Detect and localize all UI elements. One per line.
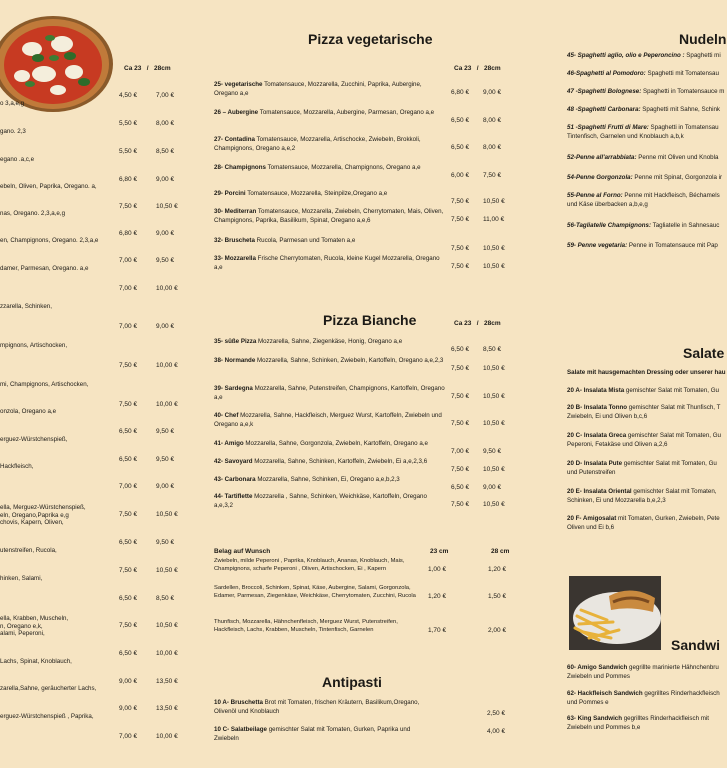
veg-item-desc: Tomatensauce, Mozzarella, Champignons, Oregano a,e [265, 164, 421, 171]
belag-group-price-small: 1,70 € [428, 627, 447, 634]
left-row-price-small: 7,50 € [119, 401, 138, 408]
salate-item [567, 460, 727, 477]
nudeln-item-name: 45- Spaghetti aglio, olio e Peperoncino : [567, 52, 685, 59]
left-row-price-small: 6,80 € [119, 176, 138, 183]
nudeln-item [567, 192, 727, 209]
bianche-item-name: 44- Tartiflette [214, 493, 253, 500]
antipasti-item-price: 2,50 € [487, 710, 506, 717]
left-row-price-large: 9,00 € [156, 483, 175, 490]
pizza-photo [0, 14, 114, 114]
salate-item-name: 20 C- Insalata Greca [567, 432, 627, 439]
left-row-text: ella, Merguez-Würstchenspieß, [0, 504, 86, 511]
left-row-price-large: 9,50 € [156, 428, 175, 435]
bianche-item [214, 493, 446, 510]
left-row-price-small: 6,50 € [119, 595, 138, 602]
veg-item [214, 190, 446, 199]
nudeln-item [567, 106, 727, 115]
veg-item-price-large: 11,00 € [483, 216, 505, 223]
veg-item-price-small: 6,50 € [451, 144, 470, 151]
bianche-item-name: 42- Savoyard [214, 458, 253, 465]
nudeln-item-desc: Penne in Tomatensauce mit Pap [627, 242, 718, 249]
veg-item-price-small: 6,50 € [451, 117, 470, 124]
left-row-price-small: 5,50 € [119, 148, 138, 155]
salate-item-name: 20 A- Insalata Mista [567, 387, 625, 394]
salate-title: Salate [683, 345, 725, 361]
left-row-price-small: 7,00 € [119, 323, 138, 330]
left-row-price-small: 7,50 € [119, 622, 138, 629]
nudeln-item-desc: Spaghetti in Tomatensau [648, 124, 719, 131]
bianche-title: Pizza Bianche [323, 312, 417, 328]
nudeln-item-desc-2: Tintenfisch, Garnelen und Knoblauch a,b,k [567, 132, 684, 140]
left-row-price-small: 9,00 € [119, 705, 138, 712]
nudeln-item-desc: Penne mit Hackfleisch, Béchamels [622, 192, 720, 199]
nudeln-item-name: 47 -Spaghetti Bolognese: [567, 88, 642, 95]
left-row-text: Lachs, Spinat, Knoblauch, [0, 658, 72, 665]
bianche-item [214, 458, 446, 467]
nudeln-item-name: 48 -Spaghetti Carbonara: [567, 106, 641, 113]
bianche-item-price-small: 7,50 € [451, 420, 470, 427]
left-row-text: zarella,Sahne, geräucherter Lachs, [0, 685, 97, 692]
salate-item [567, 387, 727, 396]
veg-item-name: 30- Mediterran [214, 208, 257, 215]
left-row-price-small: 7,50 € [119, 203, 138, 210]
veg-item [214, 208, 446, 225]
left-row-text: damer, Parmesan, Oregano. a,e [0, 265, 89, 272]
bianche-item-desc: Mozzarella, Sahne, Hackfleisch, Merguez Wurst, Kartoffeln, Zwiebeln und Oregano a,e,k [214, 412, 442, 428]
nudeln-item-desc-2: und Käse überbacken a,b,e,g [567, 200, 648, 208]
left-row-price-small: 7,00 € [119, 733, 138, 740]
left-row-text: egano .a,c,e [0, 156, 35, 163]
left-row-price-small: 5,50 € [119, 120, 138, 127]
left-row-price-small: 7,00 € [119, 285, 138, 292]
bianche-item-price-small: 6,50 € [451, 484, 470, 491]
veg-item-desc: Rucola, Parmesan und Tomaten a,e [254, 237, 356, 244]
left-row-price-small: 7,00 € [119, 483, 138, 490]
salate-item [567, 404, 727, 421]
left-row-text: erguez-Würstchenspieß, [0, 436, 68, 443]
salate-item-desc-2: Oliven und Ei b,6 [567, 523, 615, 531]
belag-size-small: 23 cm [430, 548, 449, 555]
left-row-text: mpignons, Artischocken, [0, 342, 68, 349]
bianche-item-desc: Mozzarella, Sahne, Schinken, Ei, Oregano a,e,b,2,3 [255, 476, 400, 483]
nudeln-item-name: 46-Spaghetti al Pomodoro: [567, 70, 646, 77]
veg-item [214, 81, 446, 98]
sandwich-item-desc: gegrilltes Rinderhackfleisch mit [622, 715, 710, 722]
left-size-slash: / [146, 65, 149, 72]
bianche-item-price-small: 7,50 € [451, 365, 470, 372]
sandwich-item [567, 664, 727, 681]
veg-item-price-small: 7,50 € [451, 198, 470, 205]
left-row-price-large: 10,00 € [156, 650, 178, 657]
veg-size-slash: / [476, 65, 479, 72]
left-row-price-large: 10,50 € [156, 567, 178, 574]
nudeln-item-desc: Spaghetti mi [684, 52, 721, 59]
nudeln-title: Nudeln [679, 31, 727, 47]
antipasti-item-desc: Brot mit Tomaten, frischen Kräutern, Basilikum,Oregano, Olivenöl und Knoblauch [214, 699, 420, 715]
left-size-small: Ca 23 [124, 65, 142, 72]
bianche-size-header [454, 320, 501, 327]
belag-group-text: Zwiebeln, milde Peperoni , Paprika, Knoblauch, Ananas, Knoblauch, Mais, Champignons, scharfe Peperoni , Oliven, Artischocken, Ei , Kapern [214, 558, 405, 572]
bianche-item-name: 40- Chef [214, 412, 239, 419]
sandwich-title: Sandwi [671, 637, 721, 653]
antipasti-item-price: 4,00 € [487, 728, 506, 735]
veg-size-small: Ca 23 [454, 65, 472, 72]
nudeln-item-name: 51 -Spaghetti Frutti di Mare: [567, 124, 649, 131]
veg-item-desc: Tomatensauce, Mozzarella, Artischocke, Zwiebeln, Brokkoli, Champignons, Oregano a,e,2 [214, 136, 421, 152]
left-row-text: alami, Peperoni, [0, 630, 45, 637]
antipasti-title: Antipasti [322, 674, 382, 690]
veg-item-desc: Tomatensauce, Mozzarella, Steinpilze,Oregano a,e [245, 190, 388, 197]
salate-item-desc: mit Tomaten, Gurken, Zwiebeln, Pete [616, 515, 720, 522]
bianche-item-price-small: 7,50 € [451, 393, 470, 400]
veg-item-price-small: 7,50 € [451, 216, 470, 223]
veg-item-desc: Tomatensauce, Mozzarella, Aubergine, Parmesan, Oregano a,e [258, 109, 435, 116]
bianche-item [214, 357, 446, 366]
bianche-item-price-large: 10,50 € [483, 420, 505, 427]
left-row-price-large: 9,00 € [156, 230, 175, 237]
bianche-item-name: 43- Carbonara [214, 476, 256, 483]
veg-item-desc: Tomatensauce, Mozzarella, Zucchini, Paprika, Aubergine, Oregano a,e [214, 81, 422, 97]
veg-item-price-large: 9,00 € [483, 89, 502, 96]
left-row-price-small: 7,50 € [119, 567, 138, 574]
left-row-price-large: 9,50 € [156, 257, 175, 264]
veg-item-price-small: 7,50 € [451, 263, 470, 270]
left-row-price-small: 6,80 € [119, 230, 138, 237]
nudeln-item [567, 222, 727, 231]
veg-item-name: 29- Porcini [214, 190, 246, 197]
left-row-text: zzarella, Schinken, [0, 303, 52, 310]
left-row-price-large: 9,50 € [156, 456, 175, 463]
bianche-item-price-large: 9,50 € [483, 448, 502, 455]
nudeln-item-desc: Spaghetti mit Sahne, Schink [640, 106, 721, 113]
nudeln-item-name: 52-Penne all'arrabbiata: [567, 154, 637, 161]
salate-item-name: 20 D- Insalata Pute [567, 460, 623, 467]
veg-item-price-large: 10,50 € [483, 198, 505, 205]
bianche-item-price-large: 10,50 € [483, 501, 505, 508]
bianche-item [214, 440, 446, 449]
bianche-item-price-small: 6,50 € [451, 346, 470, 353]
salate-item-name: 20 E- Insalata Oriental [567, 488, 632, 495]
antipasti-item-name: 10 C- Salatbeilage [214, 726, 267, 733]
veg-title: Pizza vegetarische [308, 31, 433, 47]
left-row-price-small: 7,50 € [119, 362, 138, 369]
bianche-item-price-small: 7,50 € [451, 501, 470, 508]
bianche-item [214, 338, 446, 347]
salate-item-desc-2: Zwiebeln, Ei und Oliven b,c,6 [567, 412, 648, 420]
bianche-item-desc: Mozzarella, Sahne, Ziegenkäse, Honig, Oregano a,e [256, 338, 403, 345]
nudeln-item-desc: Spaghetti in Tomatensauce m [641, 88, 725, 95]
salate-item-desc-2: Schinken, Ei und Mozzarella b,e,2,3 [567, 496, 666, 504]
nudeln-item [567, 70, 727, 79]
veg-item-price-small: 6,80 € [451, 89, 470, 96]
bianche-item-price-large: 10,50 € [483, 466, 505, 473]
left-row-text: ella, Krabben, Muscheln, [0, 615, 69, 622]
veg-item-name: 32- Bruscheta [214, 237, 255, 244]
left-row-price-large: 8,50 € [156, 148, 175, 155]
antipasti-item [214, 726, 429, 743]
left-row-text: erguez-Würstchenspieß , Paprika, [0, 713, 94, 720]
left-row-price-large: 10,00 € [156, 401, 178, 408]
belag-group-price-large: 1,50 € [488, 593, 507, 600]
left-size-header [124, 65, 171, 72]
belag-group-price-large: 1,20 € [488, 566, 507, 573]
veg-item [214, 255, 446, 272]
sandwich-item [567, 690, 727, 707]
bianche-item [214, 412, 446, 429]
salate-item-desc: gemischter Salat mit Thunfisch, T [627, 404, 721, 411]
left-row-price-large: 9,00 € [156, 176, 175, 183]
antipasti-item-name: 10 A- Bruschetta [214, 699, 263, 706]
nudeln-item-desc: Spaghetti mit Tomatensau [645, 70, 719, 77]
veg-item-name: 26 – Aubergine [214, 109, 259, 116]
veg-item-price-large: 8,00 € [483, 117, 502, 124]
left-row-price-large: 10,50 € [156, 203, 178, 210]
belag-title: Belag auf Wunsch [214, 548, 271, 555]
bianche-item-desc: Mozzarella, Sahne, Putenstreifen, Champignons, Kartoffeln, Oregano a,e [214, 385, 445, 401]
bianche-size-small: Ca 23 [454, 320, 472, 327]
bianche-item-price-large: 10,50 € [483, 365, 505, 372]
sandwich-item-name: 60- Amigo Sandwich [567, 664, 628, 671]
left-row-price-large: 9,00 € [156, 323, 175, 330]
veg-item [214, 136, 446, 153]
nudeln-item [567, 154, 727, 163]
nudeln-item-desc: Penne mit Spinat, Gorgonzola ir [632, 174, 723, 181]
veg-item-price-large: 10,50 € [483, 245, 505, 252]
belag-size-large: 28 cm [491, 548, 510, 555]
sandwich-item-desc-2: Zwiebeln und Pommes b,e [567, 723, 641, 731]
left-row-text-2: n, Oregano e,k, [0, 623, 43, 630]
left-row-text: gano. 2,3 [0, 128, 26, 135]
veg-item-price-large: 8,00 € [483, 144, 502, 151]
sandwich-item-desc-2: Zwiebeln und Pommes [567, 672, 630, 680]
veg-item-name: 28- Champignons [214, 164, 266, 171]
left-row-price-large: 10,50 € [156, 622, 178, 629]
bianche-item-name: 35- süße Pizza [214, 338, 257, 345]
bianche-item-desc: Mozzarella, Sahne, Schinken, Zwiebeln, Kartoffeln, Oregano a,e,2,3 [255, 357, 444, 364]
sandwich-photo [569, 576, 661, 650]
salate-item-desc-2: und Putenstreifen [567, 468, 616, 476]
veg-item [214, 237, 446, 246]
sandwich-item-desc-2: und Pommes e [567, 698, 609, 706]
nudeln-item-name: 55-Penne al Forno: [567, 192, 623, 199]
sandwich-item-desc: gegrillte marinierte Hähnchenbru [627, 664, 719, 671]
belag-group-price-small: 1,20 € [428, 593, 447, 600]
bianche-item-price-large: 8,50 € [483, 346, 502, 353]
left-row-price-large: 10,00 € [156, 285, 178, 292]
sandwich-item-name: 63- King Sandwich [567, 715, 623, 722]
left-row-text: o 3,a,e,g [0, 100, 25, 107]
veg-item-name: 25- vegetarische [214, 81, 263, 88]
left-row-price-large: 8,50 € [156, 595, 175, 602]
veg-size-large: 28cm [484, 65, 501, 72]
nudeln-item-name: 56-Tagliatelle Champignons: [567, 222, 652, 229]
veg-item-price-large: 7,50 € [483, 172, 502, 179]
bianche-item-desc: Mozzarella , Sahne, Schinken, Weichkäse, Kartoffeln, Oregano a,e,3,2 [214, 493, 427, 509]
left-size-large: 28cm [154, 65, 171, 72]
bianche-item-price-large: 10,50 € [483, 393, 505, 400]
nudeln-item-name: 54-Penne Gorgonzola: [567, 174, 633, 181]
sandwich-item-desc: gegrilltes Rinderhackfleisch [642, 690, 720, 697]
veg-item-name: 33- Mozzarella [214, 255, 256, 262]
nudeln-item-desc: Penne mit Oliven und Knobla [636, 154, 719, 161]
bianche-item-desc: Mozzarella, Sahne, Schinken, Kartoffeln, Zwiebeln, Ei a,e,2,3,6 [252, 458, 428, 465]
salate-intro: Salate mit hausgemachten Dressing oder unserer hau [567, 369, 726, 376]
veg-item-price-small: 6,00 € [451, 172, 470, 179]
belag-group-text: Sardellen, Broccoli, Schinken, Spinat, Käse, Aubergine, Salami, Gorgonzola, Edamer, Parmesan, Ziegenkäse, Weichkäse, Cherrytomaten, Zucchini, Rucola [214, 585, 416, 599]
belag-group-text: Thunfisch, Mozzarella, Hähnchenfleisch, Merguez Wurst, Putenstreifen, Hackfleisch, Lachs, Krabben, Muscheln, Tintenfisch, Garnelen [214, 619, 398, 633]
nudeln-item [567, 124, 727, 141]
nudeln-item [567, 52, 727, 61]
salate-item-name: 20 B- Insalata Tonno [567, 404, 628, 411]
salate-item [567, 432, 727, 449]
veg-size-header [454, 65, 501, 72]
bianche-item-price-small: 7,50 € [451, 466, 470, 473]
salate-item [567, 488, 727, 505]
left-row-price-small: 7,00 € [119, 257, 138, 264]
bianche-item [214, 385, 446, 402]
salate-item-desc: gemischter Salat mit Tomaten, Gu [626, 432, 721, 439]
belag-group-price-small: 1,00 € [428, 566, 447, 573]
left-row-price-large: 13,50 € [156, 678, 178, 685]
left-row-text: nas, Oregano. 2,3,a,e,g [0, 210, 66, 217]
veg-item-desc: Tomatensauce, Mozzarella, Zwiebeln, Cherrytomaten, Mais, Oliven, Champignons, Paprika, Basilikum, Spinat, Oregano a,e,6 [214, 208, 444, 224]
nudeln-item-desc: Tagliatelle in Sahnesauc [651, 222, 720, 229]
left-row-price-small: 7,50 € [119, 511, 138, 518]
salate-item-desc: gemischter Salat mit Tomaten, Gu [624, 387, 720, 394]
nudeln-item [567, 242, 727, 251]
bianche-item-name: 38- Normande [214, 357, 256, 364]
antipasti-item [214, 699, 429, 716]
veg-item-price-small: 7,50 € [451, 245, 470, 252]
left-row-price-large: 8,00 € [156, 120, 175, 127]
left-row-text: Hackfleisch, [0, 463, 34, 470]
left-row-text: hinken, Salami, [0, 575, 43, 582]
left-row-price-large: 13,50 € [156, 705, 178, 712]
left-row-text-2: eln, Oregano,Paprika e,g [0, 512, 69, 519]
left-row-price-small: 6,50 € [119, 650, 138, 657]
left-row-price-small: 6,50 € [119, 456, 138, 463]
left-row-price-large: 10,00 € [156, 733, 178, 740]
salate-item [567, 515, 727, 532]
bianche-item-name: 41- Amigo [214, 440, 244, 447]
left-row-text: utenstreifen, Rucola, [0, 547, 57, 554]
left-row-price-large: 7,00 € [156, 92, 175, 99]
veg-item-price-large: 10,50 € [483, 263, 505, 270]
veg-item-desc: Frische Cherrytomaten, Rucola, kleine Kugel Mozzarella, Oregano a,e [214, 255, 440, 271]
veg-item-name: 27- Contadina [214, 136, 255, 143]
left-row-price-small: 6,50 € [119, 539, 138, 546]
nudeln-item [567, 174, 727, 183]
veg-item [214, 164, 446, 173]
belag-group-price-large: 2,00 € [488, 627, 507, 634]
left-row-price-small: 9,00 € [119, 678, 138, 685]
sandwich-item [567, 715, 727, 732]
salate-item-name: 20 F- Amigosalat [567, 515, 617, 522]
bianche-size-slash: / [476, 320, 479, 327]
salate-item-desc-2: Peperoni, Fetakäse und Oliven a,2,6 [567, 440, 668, 448]
bianche-item-desc: Mozzarella, Sahne, Gorgonzola, Zwiebeln, Kartoffeln, Oregano a,e [243, 440, 428, 447]
veg-item [214, 109, 446, 118]
nudeln-item [567, 88, 727, 97]
left-row-text: en, Champignons, Oregano. 2,3,a,e [0, 237, 99, 244]
bianche-size-large: 28cm [484, 320, 501, 327]
bianche-item-price-small: 7,00 € [451, 448, 470, 455]
left-row-price-small: 4,50 € [119, 92, 138, 99]
salate-item-desc: gemischter Salat mit Tomaten, [631, 488, 717, 495]
bianche-item-price-large: 9,00 € [483, 484, 502, 491]
bianche-item-name: 39- Sardegna [214, 385, 253, 392]
left-row-text: onzola, Oregano a,e [0, 408, 57, 415]
sandwich-item-name: 62- Hackfleisch Sandwich [567, 690, 643, 697]
left-row-price-large: 9,50 € [156, 539, 175, 546]
antipasti-item-desc: gemischter Salat mit Tomaten, Gurken, Paprika und Zwiebeln [214, 726, 411, 742]
salate-item-desc: gemischter Salat mit Tomaten, Gu [622, 460, 717, 467]
bianche-item [214, 476, 446, 485]
left-row-price-large: 10,50 € [156, 511, 178, 518]
nudeln-item-name: 59- Penne vegetaria: [567, 242, 628, 249]
left-row-text: ebeln, Oliven, Paprika, Oregano. a, [0, 183, 97, 190]
left-row-text: chovis, Kapern, Oliven, [0, 519, 64, 526]
left-row-price-small: 6,50 € [119, 428, 138, 435]
left-row-text: mi, Champignons, Artischocken, [0, 381, 89, 388]
left-row-price-large: 10,00 € [156, 362, 178, 369]
